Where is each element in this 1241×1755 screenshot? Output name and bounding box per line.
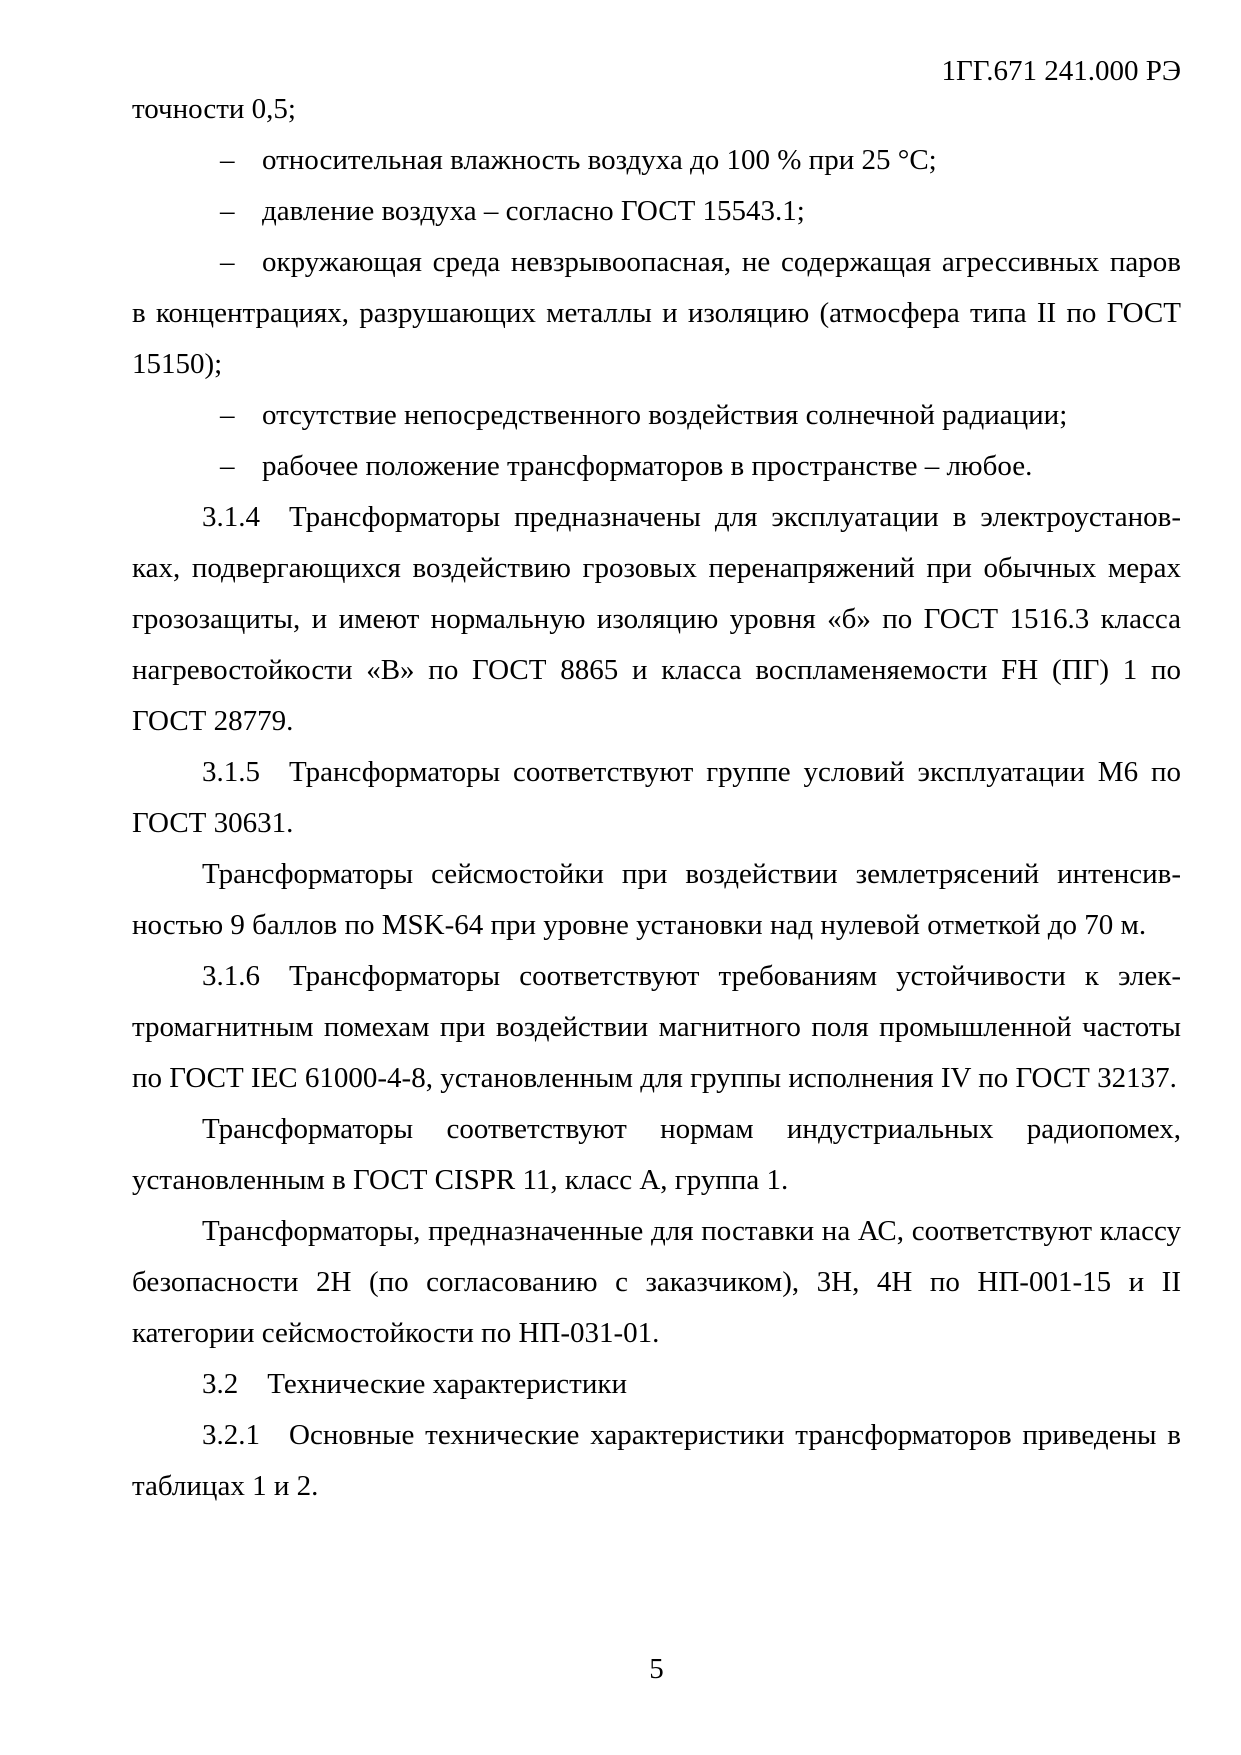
paragraph: 3.2 Технические характеристики [202,1368,627,1400]
page-number: 5 [649,1653,664,1685]
paragraph: Трансформаторы соответствуют нормам индустриальных радиопомех, установленным в ГОСТ CISPR 11, класс А, группа 1. [132,1113,1181,1196]
paragraph: Трансформаторы сейсмостойки при воздействии землетрясений интенсивностью 9 баллов по MSK-64 при уровне установки над нулевой отметкой до 70 м. [132,858,1181,941]
document-body [132,84,1181,1512]
dash-marker: – [220,450,235,482]
dash-marker: – [220,246,235,278]
dash-marker: – [220,144,235,176]
list-item: – относительная влажность воздуха до 100 % при 25 °С; [132,135,1181,186]
paragraph: Трансформаторы, предназначенные для поставки на АС, соответствуют классу безопасности 2Н (по согласованию с заказчиком), 3Н, 4Н по НП-001-15 и II категории сейсмостойкости по НП-031-01. [132,1215,1181,1349]
paragraph: точности 0,5; [132,93,296,125]
document-header-code: 1ГГ.671 241.000 РЭ [941,55,1181,87]
list-item: – давление воздуха – согласно ГОСТ 15543.1; [132,186,1181,237]
list-item: – отсутствие непосредственного воздействия солнечной радиации; [132,390,1181,441]
paragraph: 3.1.5 Трансформаторы соответствуют группе условий эксплуатации М6 по ГОСТ 30631. [132,756,1181,839]
paragraph: 3.1.4 Трансформаторы предназначены для эксплуатации в электроустановках, подвергающихся воздействию грозовых перенапряжений при обычных мерах грозозащиты, и имеют нормальную изоляцию уровня «б» по ГОСТ 1516.3 класса нагревостойкости «В» по ГОСТ 8865 и класса воспламеняемости FH (ПГ) 1 по ГОСТ 28779. [132,501,1181,737]
dash-marker: – [220,195,235,227]
list-item: – рабочее положение трансформаторов в пространстве – любое. [132,441,1181,492]
paragraph: 3.2.1 Основные технические характеристики трансформаторов приведены в таблицах 1 и 2. [132,1419,1181,1502]
list-item: – окружающая среда невзрывоопасная, не содержащая агрессивных паров в концентрациях, разрушающих металлы и изоляцию (атмосфера типа II по ГОСТ 15150); [132,237,1181,390]
dash-marker: – [220,399,235,431]
paragraph: 3.1.6 Трансформаторы соответствуют требованиям устойчивости к электромагнитным помехам при воздействии магнитного поля промышленной частоты по ГОСТ IEC 61000-4-8, установленным для группы исполнения IV по ГОСТ 32137. [132,960,1181,1094]
